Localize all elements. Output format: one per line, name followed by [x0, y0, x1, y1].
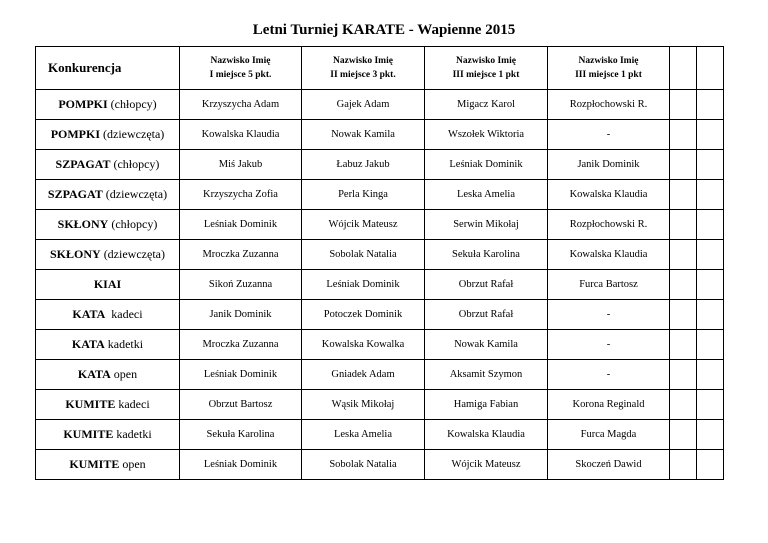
empty-cell	[670, 360, 697, 390]
second-place-cell: Wójcik Mateusz	[302, 210, 425, 240]
third-place-a-cell: Kowalska Klaudia	[425, 420, 548, 450]
empty-cell	[697, 120, 724, 150]
header-first-place	[180, 47, 302, 90]
empty-cell	[697, 270, 724, 300]
empty-cell	[697, 330, 724, 360]
table-row	[36, 270, 724, 300]
third-place-a-cell: Hamiga Fabian	[425, 390, 548, 420]
table-row	[36, 390, 724, 420]
table-row	[36, 240, 724, 270]
empty-cell	[670, 390, 697, 420]
category-name: SKŁONY	[57, 217, 109, 231]
header-third-place-a-name: Nazwisko Imię	[456, 56, 516, 66]
third-place-b-cell: Kowalska Klaudia	[548, 180, 670, 210]
empty-cell	[697, 360, 724, 390]
category-group: (chłopcy)	[107, 97, 157, 111]
empty-cell	[670, 90, 697, 120]
header-second-place-points: II miejsce 3 pkt.	[330, 70, 396, 80]
second-place-cell: Gniadek Adam	[302, 360, 425, 390]
header-category: Konkurencja	[36, 47, 180, 90]
table-row	[36, 90, 724, 120]
third-place-b-cell: Janik Dominik	[548, 150, 670, 180]
third-place-a-cell: Aksamit Szymon	[425, 360, 548, 390]
second-place-cell: Wąsik Mikołaj	[302, 390, 425, 420]
header-third-place-b-name: Nazwisko Imię	[578, 56, 639, 66]
category-cell	[36, 150, 180, 180]
empty-cell	[697, 450, 724, 480]
category-cell	[36, 390, 180, 420]
category-cell	[36, 300, 180, 330]
category-group: (dziewczęta)	[100, 247, 165, 261]
second-place-cell: Perla Kinga	[302, 180, 425, 210]
first-place-cell: Sikoń Zuzanna	[180, 270, 302, 300]
third-place-a-cell: Leśniak Dominik	[425, 150, 548, 180]
header-third-place-b-points: III miejsce 1 pkt	[575, 70, 642, 80]
category-name: SZPAGAT	[55, 157, 111, 171]
second-place-cell: Sobolak Natalia	[302, 450, 425, 480]
third-place-a-cell: Sekuła Karolina	[425, 240, 548, 270]
empty-cell	[670, 180, 697, 210]
category-group: (chłopcy)	[108, 217, 158, 231]
table-row	[36, 180, 724, 210]
table-row	[36, 420, 724, 450]
table-row	[36, 330, 724, 360]
category-group: open	[110, 367, 138, 381]
empty-cell	[670, 330, 697, 360]
header-empty-cell	[670, 47, 697, 90]
category-group: (chłopcy)	[110, 157, 160, 171]
first-place-cell: Leśniak Dominik	[180, 450, 302, 480]
empty-cell	[670, 120, 697, 150]
first-place-cell: Miś Jakub	[180, 150, 302, 180]
third-place-a-cell: Migacz Karol	[425, 90, 548, 120]
first-place-cell: Sekuła Karolina	[180, 420, 302, 450]
third-place-b-cell: -	[548, 330, 670, 360]
category-name: POMPKI	[50, 127, 101, 141]
empty-cell	[697, 420, 724, 450]
second-place-cell: Kowalska Kowalka	[302, 330, 425, 360]
empty-cell	[697, 240, 724, 270]
first-place-cell: Krzyszycha Adam	[180, 90, 302, 120]
third-place-b-cell: Furca Magda	[548, 420, 670, 450]
first-place-cell: Leśniak Dominik	[180, 360, 302, 390]
category-name: KATA	[71, 337, 105, 351]
header-third-place-a	[425, 47, 548, 90]
third-place-a-cell: Wójcik Mateusz	[425, 450, 548, 480]
category-cell	[36, 90, 180, 120]
table-row	[36, 450, 724, 480]
second-place-cell: Gajek Adam	[302, 90, 425, 120]
first-place-cell: Leśniak Dominik	[180, 210, 302, 240]
third-place-b-cell: Furca Bartosz	[548, 270, 670, 300]
empty-cell	[697, 300, 724, 330]
second-place-cell: Potoczek Dominik	[302, 300, 425, 330]
category-group: (dziewczęta)	[100, 127, 165, 141]
third-place-b-cell: Korona Reginald	[548, 390, 670, 420]
first-place-cell: Mroczka Zuzanna	[180, 330, 302, 360]
table-row	[36, 150, 724, 180]
third-place-b-cell: -	[548, 300, 670, 330]
second-place-cell: Łabuz Jakub	[302, 150, 425, 180]
first-place-cell: Mroczka Zuzanna	[180, 240, 302, 270]
empty-cell	[670, 450, 697, 480]
empty-cell	[670, 420, 697, 450]
header-empty-cell	[697, 47, 724, 90]
results-table	[35, 46, 724, 480]
second-place-cell: Nowak Kamila	[302, 120, 425, 150]
third-place-a-cell: Serwin Mikołaj	[425, 210, 548, 240]
third-place-a-cell: Leska Amelia	[425, 180, 548, 210]
empty-cell	[697, 90, 724, 120]
category-name: KATA	[77, 367, 111, 381]
category-group: kadetki	[113, 427, 152, 441]
empty-cell	[670, 210, 697, 240]
third-place-b-cell: Kowalska Klaudia	[548, 240, 670, 270]
category-cell	[36, 450, 180, 480]
header-first-place-name: Nazwisko Imię	[210, 56, 271, 66]
category-cell	[36, 330, 180, 360]
category-group: kadeci	[105, 307, 143, 321]
document-title: Letni Turniej KARATE - Wapienne 2015	[252, 22, 516, 38]
header-second-place-name: Nazwisko Imię	[333, 56, 393, 66]
category-cell	[36, 120, 180, 150]
category-group: open	[119, 457, 146, 471]
category-name: SZPAGAT	[47, 187, 103, 201]
third-place-b-cell: Skoczeń Dawid	[548, 450, 670, 480]
second-place-cell: Sobolak Natalia	[302, 240, 425, 270]
first-place-cell: Kowalska Klaudia	[180, 120, 302, 150]
empty-cell	[697, 150, 724, 180]
third-place-b-cell: -	[548, 360, 670, 390]
empty-cell	[670, 270, 697, 300]
table-row	[36, 360, 724, 390]
empty-cell	[697, 180, 724, 210]
third-place-a-cell: Wszołek Wiktoria	[425, 120, 548, 150]
empty-cell	[697, 390, 724, 420]
empty-cell	[670, 240, 697, 270]
empty-cell	[670, 150, 697, 180]
third-place-a-cell: Obrzut Rafał	[425, 300, 548, 330]
category-group: kadetki	[104, 337, 144, 351]
category-name: POMPKI	[58, 97, 108, 111]
category-cell	[36, 240, 180, 270]
table-row	[36, 300, 724, 330]
third-place-b-cell: Rozpłochowski R.	[548, 210, 670, 240]
empty-cell	[697, 210, 724, 240]
second-place-cell: Leska Amelia	[302, 420, 425, 450]
header-third-place-a-points: III miejsce 1 pkt	[452, 70, 520, 80]
table-row	[36, 210, 724, 240]
first-place-cell: Janik Dominik	[180, 300, 302, 330]
category-cell	[36, 180, 180, 210]
category-name: KATA	[72, 307, 106, 321]
third-place-b-cell: Rozpłochowski R.	[548, 90, 670, 120]
category-name: KIAI	[93, 277, 122, 291]
category-name: KUMITE	[65, 397, 116, 411]
category-group: (dziewczęta)	[102, 187, 168, 201]
category-name: KUMITE	[63, 427, 114, 441]
third-place-a-cell: Nowak Kamila	[425, 330, 548, 360]
first-place-cell: Obrzut Bartosz	[180, 390, 302, 420]
category-name: KUMITE	[69, 457, 120, 471]
category-cell	[36, 420, 180, 450]
header-third-place-b	[548, 47, 670, 90]
third-place-a-cell: Obrzut Rafał	[425, 270, 548, 300]
table-header-row	[36, 47, 724, 90]
header-first-place-points: I miejsce 5 pkt.	[209, 70, 272, 80]
header-second-place	[302, 47, 425, 90]
second-place-cell: Leśniak Dominik	[302, 270, 425, 300]
first-place-cell: Krzyszycha Zofia	[180, 180, 302, 210]
empty-cell	[670, 300, 697, 330]
category-cell	[36, 360, 180, 390]
third-place-b-cell: -	[548, 120, 670, 150]
table-row	[36, 120, 724, 150]
category-group: kadeci	[115, 397, 150, 411]
category-cell	[36, 210, 180, 240]
category-name: SKŁONY	[50, 247, 101, 261]
category-cell	[36, 270, 180, 300]
